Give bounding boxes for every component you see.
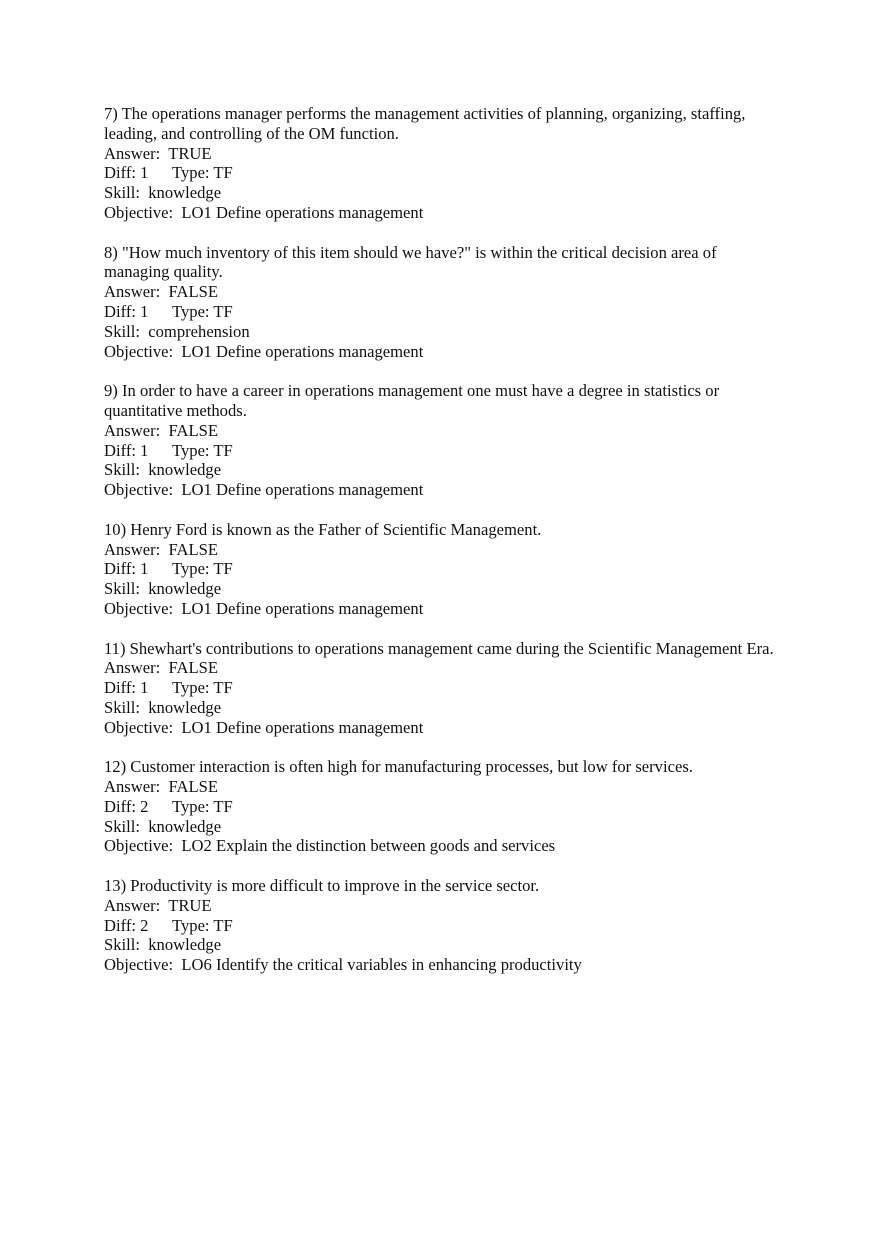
type-value: Type: TF: [172, 678, 233, 698]
answer-line: Answer: FALSE: [104, 282, 219, 302]
question-text: 8) "How much inventory of this item should we have?" is within the critical decision area of managing quality.: [104, 242, 717, 282]
diff-type-line: [104, 559, 784, 579]
diff-type-line: [104, 916, 784, 936]
difficulty-value: Diff: 2: [104, 915, 149, 935]
difficulty-value: Diff: 1: [104, 163, 149, 183]
answer-line: Answer: FALSE: [104, 539, 219, 559]
answer-line: Answer: FALSE: [104, 658, 219, 678]
skill-line: Skill: knowledge: [104, 935, 222, 955]
type-value: Type: TF: [172, 915, 233, 935]
answer-line: Answer: FALSE: [104, 420, 219, 440]
objective-line: Objective: LO6 Identify the critical variables in enhancing productivity: [104, 955, 582, 975]
diff-type-line: [104, 163, 784, 183]
type-value: Type: TF: [172, 559, 233, 579]
objective-line: Objective: LO1 Define operations management: [104, 202, 424, 222]
skill-line: Skill: comprehension: [104, 321, 250, 341]
skill-line: Skill: knowledge: [104, 183, 222, 203]
diff-type-line: [104, 678, 784, 698]
skill-line: Skill: knowledge: [104, 697, 222, 717]
question-item-12: [104, 757, 784, 856]
difficulty-value: Diff: 1: [104, 301, 149, 321]
type-value: Type: TF: [172, 796, 233, 816]
question-text: 10) Henry Ford is known as the Father of Scientific Management.: [104, 519, 542, 539]
objective-line: Objective: LO1 Define operations management: [104, 598, 424, 618]
question-item-8: [104, 243, 784, 362]
question-item-11: [104, 639, 784, 738]
type-value: Type: TF: [172, 163, 233, 183]
question-item-9: [104, 381, 784, 500]
question-text: 11) Shewhart's contributions to operations management came during the Scientific Management Era.: [104, 638, 774, 658]
question-text: 7) The operations manager performs the management activities of planning, organizing, staffing, leading, and controlling of the OM function.: [104, 104, 746, 143]
type-value: Type: TF: [172, 301, 233, 321]
question-list: [104, 104, 784, 995]
difficulty-value: Diff: 1: [104, 678, 149, 698]
type-value: Type: TF: [172, 440, 233, 460]
objective-line: Objective: LO1 Define operations management: [104, 341, 424, 361]
question-item-10: [104, 520, 784, 619]
objective-line: Objective: LO1 Define operations management: [104, 717, 424, 737]
skill-line: Skill: knowledge: [104, 579, 222, 599]
skill-line: Skill: knowledge: [104, 460, 222, 480]
question-text: 9) In order to have a career in operations management one must have a degree in statistics or quantitative methods.: [104, 381, 720, 420]
skill-line: Skill: knowledge: [104, 816, 222, 836]
difficulty-value: Diff: 1: [104, 559, 149, 579]
objective-line: Objective: LO1 Define operations management: [104, 480, 424, 500]
question-text: 12) Customer interaction is often high for manufacturing processes, but low for services.: [104, 757, 693, 777]
answer-line: Answer: TRUE: [104, 895, 212, 915]
difficulty-value: Diff: 2: [104, 796, 149, 816]
answer-line: Answer: TRUE: [104, 143, 212, 163]
question-item-13: [104, 876, 784, 975]
answer-line: Answer: FALSE: [104, 777, 219, 797]
diff-type-line: [104, 797, 784, 817]
diff-type-line: [104, 441, 784, 461]
difficulty-value: Diff: 1: [104, 440, 149, 460]
objective-line: Objective: LO2 Explain the distinction between goods and services: [104, 836, 556, 856]
diff-type-line: [104, 302, 784, 322]
question-text: 13) Productivity is more difficult to improve in the service sector.: [104, 876, 540, 896]
question-item-7: [104, 104, 784, 223]
